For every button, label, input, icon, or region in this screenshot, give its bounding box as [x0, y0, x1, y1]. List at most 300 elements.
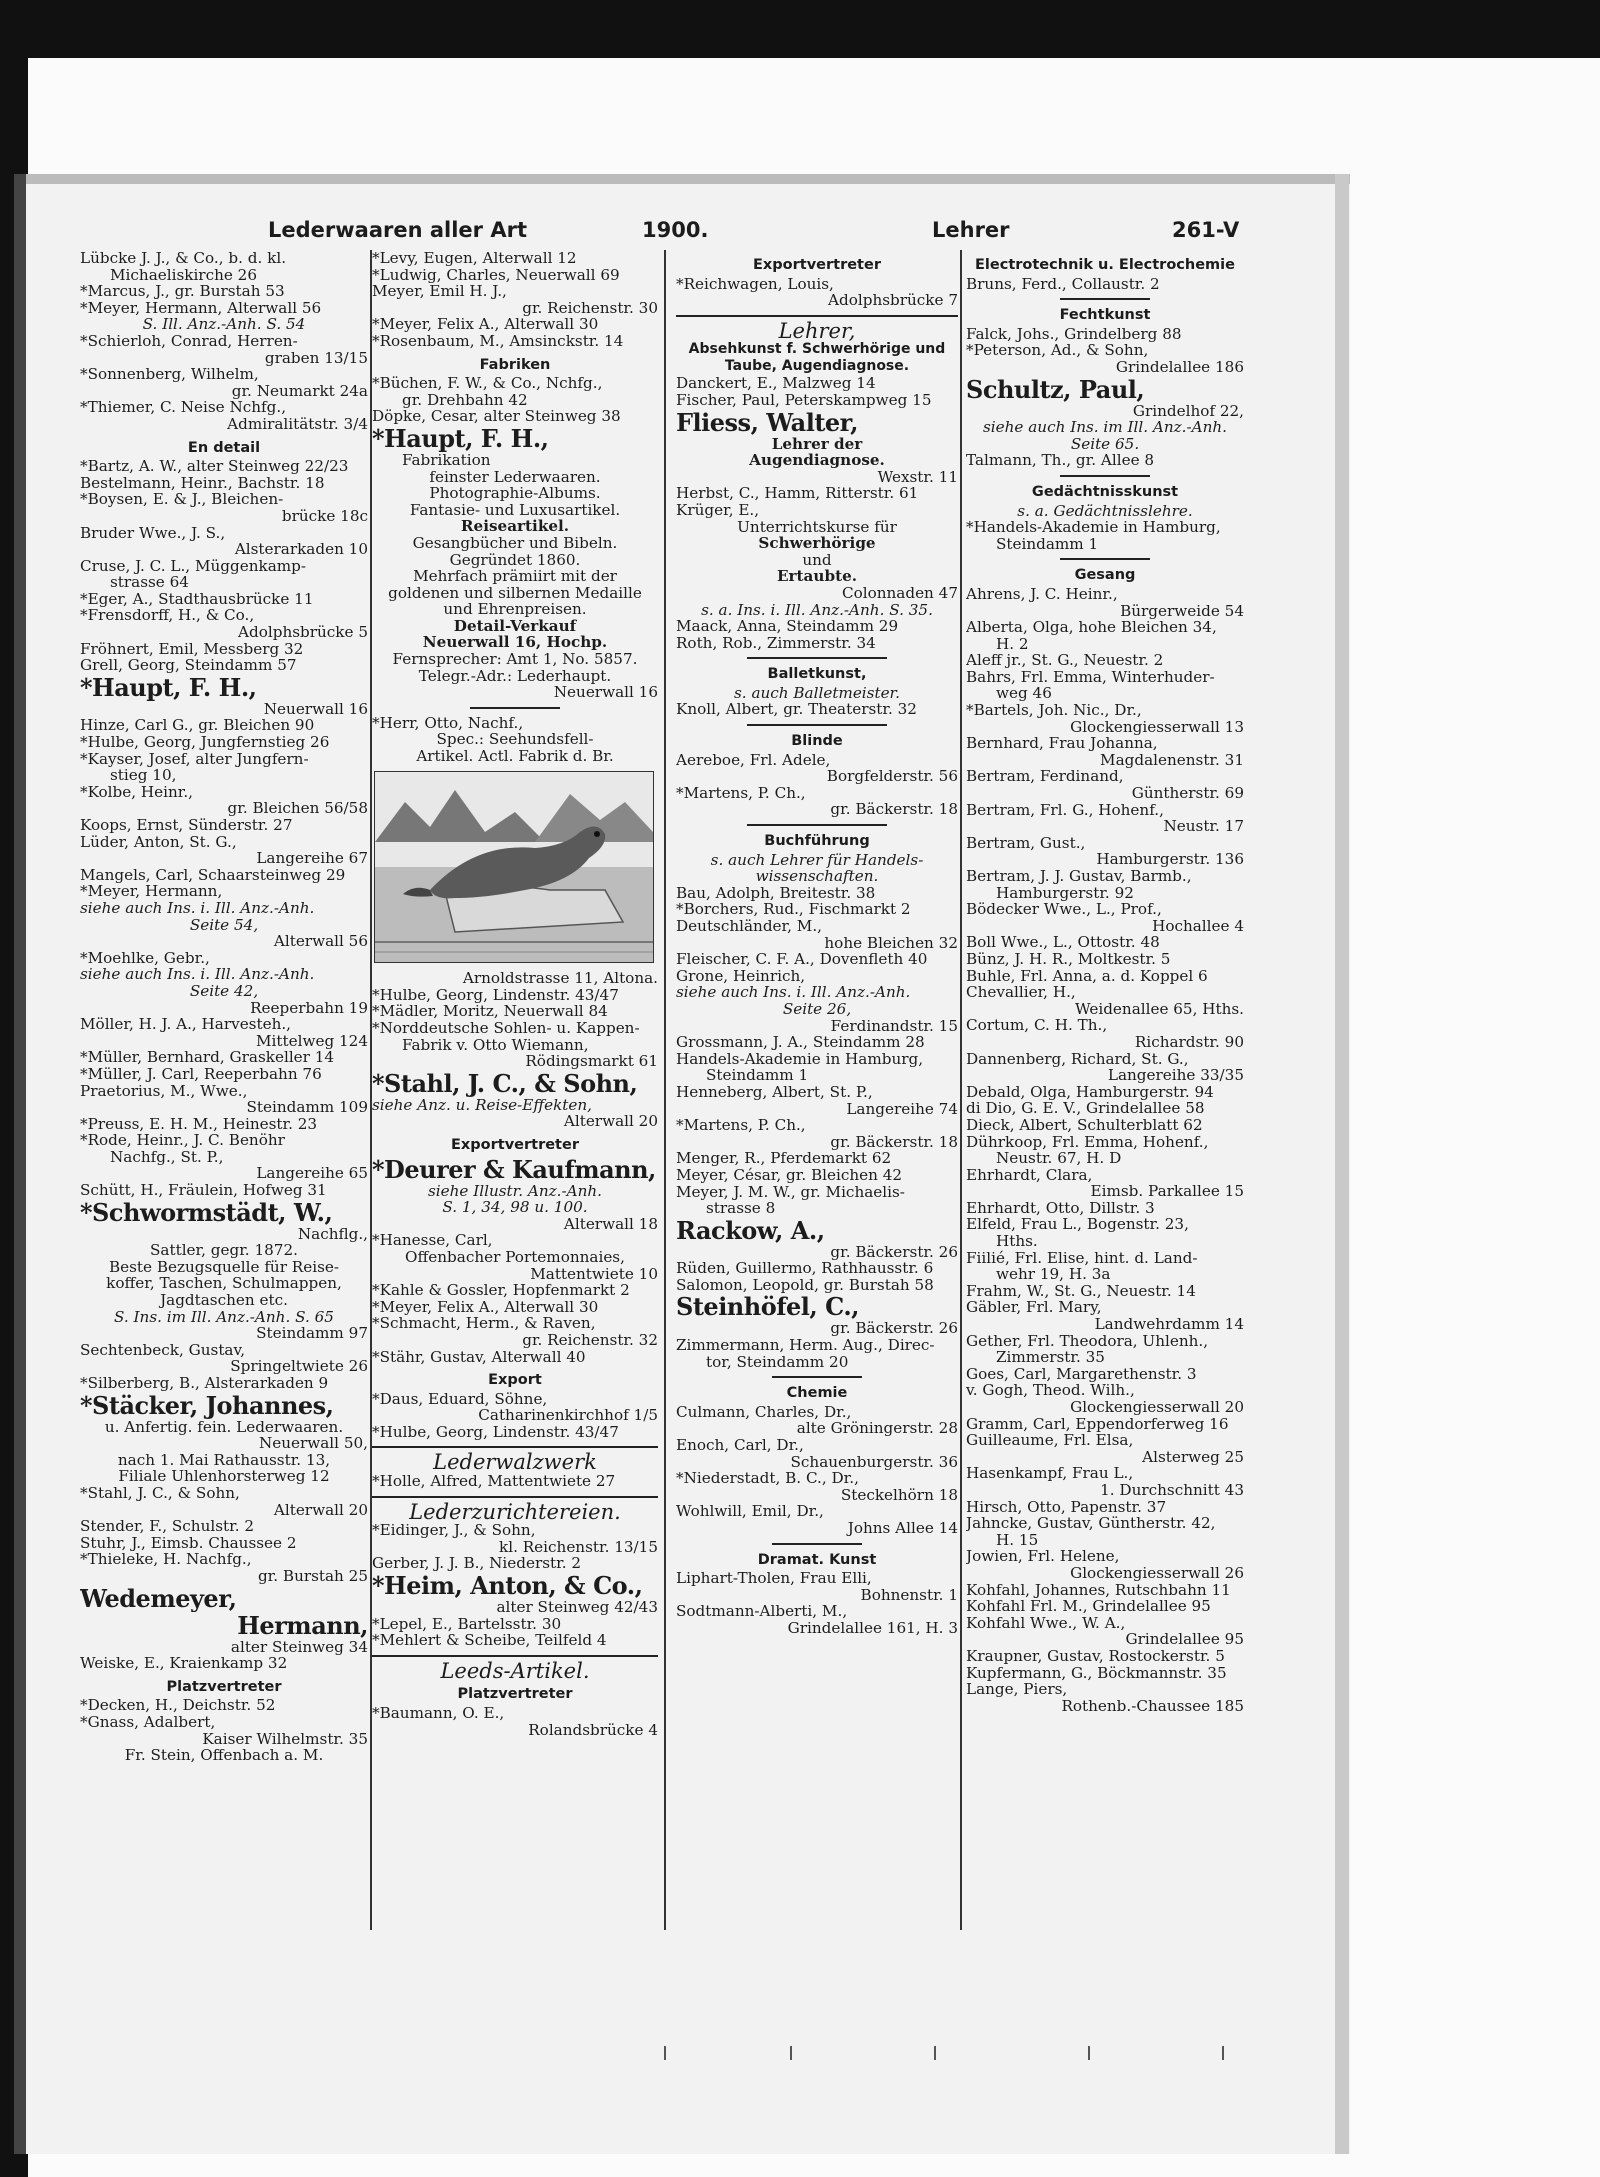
directory-entry — [80, 784, 368, 817]
directory-entry — [676, 1167, 958, 1184]
entry-line: *Handels-Akademie in Hamburg, — [966, 519, 1221, 536]
column-rule — [664, 250, 666, 1930]
entry-line: Danckert, E., Malzweg 14 — [676, 375, 876, 392]
bold-entry — [372, 1156, 658, 1183]
directory-entry — [372, 1299, 658, 1316]
bold-entry — [80, 1392, 368, 1419]
directory-entry — [80, 333, 368, 366]
entry-line: S. 1, 34, 98 u. 100. — [442, 1199, 588, 1216]
entry-line: *Norddeutsche Sohlen- u. Kappen- — [372, 1020, 640, 1037]
entry-line: Grone, Heinrich, — [676, 967, 806, 985]
directory-entry — [676, 785, 958, 818]
entry-line: Langereihe 33/35 — [1107, 1067, 1244, 1084]
entry-line: Fabrikation — [402, 451, 491, 469]
directory-entry — [80, 558, 368, 591]
entry-line: Bertram, J. J. Gustav, Barmb., — [966, 868, 1192, 885]
directory-entry — [372, 987, 658, 1004]
entry-line: Güntherstr. 69 — [1131, 785, 1244, 802]
entry-line: Menger, R., Pferdemarkt 62 — [676, 1150, 892, 1167]
entry-line: Bohnenstr. 1 — [860, 1586, 958, 1604]
entry-line: Stender, F., Schulstr. 2 — [80, 1518, 255, 1535]
entry-line: Beste Bezugsquelle für Reise- — [108, 1258, 339, 1276]
entry-line: *Eidinger, J., & Sohn, — [372, 1522, 536, 1539]
directory-entry — [676, 1404, 958, 1437]
directory-entry — [966, 1615, 1244, 1648]
entry-line: Telegr.-Adr.: Lederhaupt. — [418, 667, 612, 685]
directory-entry — [676, 1470, 958, 1503]
section-divider — [1060, 558, 1150, 560]
directory-entry — [80, 300, 368, 333]
entry-line: Ferdinandstr. 15 — [830, 1017, 958, 1035]
seal-engraving-image — [374, 771, 654, 963]
entry-line: nach 1. Mai Rathausstr. 13, — [117, 1451, 331, 1469]
directory-entry — [372, 1003, 658, 1020]
bottom-tick — [1088, 2046, 1090, 2060]
directory-entry — [80, 1132, 368, 1182]
entry-line: alter Steinweg 34 — [230, 1638, 368, 1656]
entry-line: Neuerwall 50, — [258, 1435, 368, 1452]
directory-entry — [80, 817, 368, 834]
entry-line: Bürgerweide 54 — [1120, 602, 1244, 620]
directory-entry — [966, 1432, 1244, 1465]
column-3 — [676, 250, 958, 1637]
entry-line: Elfeld, Frau L., Bogenstr. 23, — [966, 1216, 1189, 1234]
directory-entry — [966, 984, 1244, 1017]
section-heading: Balletkunst, — [767, 666, 867, 683]
entry-line: siehe auch Ins. im Ill. Anz.-Anh. — [983, 419, 1227, 436]
entry-line: Rolandsbrücke 4 — [528, 1721, 658, 1739]
directory-entry — [676, 276, 958, 309]
directory-entry — [372, 1232, 658, 1282]
entry-line: Alsterarkaden 10 — [234, 541, 368, 558]
entry-line: *Boysen, E. & J., Bleichen- — [80, 491, 284, 508]
entry-line: Herbst, C., Hamm, Ritterstr. 61 — [676, 485, 919, 502]
entry-line: Magdalenenstr. 31 — [1100, 751, 1244, 769]
directory-entry — [676, 1603, 958, 1636]
entry-line: H. 2 — [996, 635, 1029, 653]
entry-line: Hasenkampf, Frau L., — [966, 1465, 1134, 1482]
directory-entry — [372, 267, 658, 284]
entry-line: Fr. Stein, Offenbach a. M. — [124, 1747, 324, 1764]
section-heading: Dramat. Kunst — [757, 1551, 877, 1568]
directory-entry — [372, 408, 658, 425]
entry-line: Rödingsmarkt 61 — [525, 1053, 658, 1070]
directory-entry — [80, 657, 368, 674]
entry-line: *Peterson, Ad., & Sohn, — [966, 342, 1149, 359]
entry-line: Grindelallee 161, H. 3 — [787, 1619, 958, 1637]
directory-entry — [676, 535, 958, 552]
entry-line: Falck, Johs., Grindelberg 88 — [966, 325, 1182, 343]
section-divider — [747, 824, 887, 826]
entry-line: Roth, Rob., Zimmerstr. 34 — [676, 634, 876, 652]
entry-line: siehe auch Ins. i. Ill. Anz.-Anh. — [80, 899, 315, 917]
entry-line: Debald, Olga, Hamburgerstr. 94 — [966, 1083, 1214, 1101]
entry-line: *Reichwagen, Louis, — [676, 275, 834, 293]
entry-line: Rüden, Guillermo, Rathhausstr. 6 — [676, 1260, 934, 1277]
entry-line: Borgfelderstr. 56 — [826, 768, 958, 785]
directory-entry — [80, 751, 368, 784]
entry-line: Ertaubte. — [776, 568, 858, 585]
entry-line: Hths. — [996, 1233, 1038, 1250]
entry-line: u. Anfertig. fein. Lederwaaren. — [104, 1418, 344, 1436]
entry-line: Lehrer der — [771, 435, 863, 453]
entry-line: *Herr, Otto, Nachf., — [372, 714, 524, 732]
directory-entry — [966, 1117, 1244, 1134]
sub-heading: Taube, Augendiagnose. — [724, 358, 910, 375]
entry-line: Steindamm 1 — [706, 1067, 809, 1084]
directory-entry — [966, 452, 1244, 469]
directory-entry — [372, 1555, 658, 1572]
entry-line: brücke 18c — [281, 507, 368, 525]
directory-entry — [80, 1083, 368, 1116]
directory-entry — [966, 802, 1244, 835]
section-heading: En detail — [187, 439, 261, 456]
directory-entry — [966, 1084, 1244, 1101]
directory-entry — [80, 458, 368, 475]
directory-entry — [676, 968, 958, 1034]
directory-entry — [372, 1473, 658, 1490]
entry-line: *Bartz, A. W., alter Steinweg 22/23 — [80, 458, 349, 475]
entry-line: *Mehlert & Scheibe, Teilfeld 4 — [372, 1632, 607, 1649]
entry-line: Steindamm 97 — [256, 1325, 368, 1342]
entry-line: Cruse, J. C. L., Müggenkamp- — [80, 557, 307, 575]
entry-line: Rackow, A., — [676, 1216, 825, 1244]
entry-line: Steindamm 109 — [246, 1099, 368, 1116]
directory-entry — [80, 366, 368, 399]
entry-line: Langereihe 67 — [256, 850, 368, 867]
entry-line: Fernsprecher: Amt 1, No. 5857. — [392, 651, 638, 668]
section-heading: Chemie — [786, 1385, 848, 1402]
entry-line: Meyer, J. M. W., gr. Michaelis- — [676, 1183, 905, 1201]
entry-line: Alterwall 20 — [273, 1501, 368, 1519]
bottom-tick — [664, 2046, 666, 2060]
directory-entry — [80, 399, 368, 432]
entry-line: Gramm, Carl, Eppendorferweg 16 — [966, 1415, 1229, 1433]
directory-entry — [966, 652, 1244, 669]
directory-entry — [966, 326, 1244, 343]
directory-entry — [80, 1016, 368, 1049]
entry-line: *Eger, A., Stadthausbrücke 11 — [80, 590, 314, 608]
directory-entry — [966, 1582, 1244, 1599]
directory-entry — [80, 867, 368, 884]
directory-entry — [372, 375, 658, 408]
entry-line: *Silberberg, B., Alsterarkaden 9 — [80, 1375, 329, 1392]
bold-entry — [676, 1293, 958, 1320]
entry-line: Adolphsbrücke 5 — [238, 624, 368, 641]
entry-line: Alterwall 18 — [563, 1215, 658, 1233]
entry-line: *Hulbe, Georg, Lindenstr. 43/47 — [372, 1423, 619, 1441]
directory-entry — [966, 1515, 1244, 1548]
directory-entry — [966, 702, 1244, 735]
entry-line: *Deurer & Kaufmann, — [372, 1155, 656, 1183]
entry-line: Stuhr, J., Eimsb. Chaussee 2 — [80, 1534, 297, 1552]
entry-line: *Büchen, F. W., & Co., Nchfg., — [372, 375, 603, 392]
entry-line: *Frensdorff, H., & Co., — [80, 607, 255, 625]
entry-line: Detail-Verkauf — [453, 617, 577, 635]
entry-line: Lüder, Anton, St. G., — [80, 833, 237, 851]
entry-line: alte Gröningerstr. 28 — [796, 1420, 958, 1438]
bold-entry — [80, 1199, 368, 1226]
entry-line: *Levy, Eugen, Alterwall 12 — [372, 250, 577, 267]
directory-entry — [966, 586, 1244, 619]
entry-line: Sattler, gegr. 1872. — [150, 1242, 298, 1259]
entry-line: Neuerwall 16 — [263, 700, 368, 718]
entry-line: Knoll, Albert, gr. Theaterstr. 32 — [676, 701, 917, 719]
directory-entry — [966, 276, 1244, 293]
entry-line: Steindamm 1 — [996, 535, 1099, 553]
entry-line: hohe Bleichen 32 — [824, 934, 958, 952]
entry-line: Bödecker Wwe., L., Prof., — [966, 901, 1162, 918]
directory-entry — [676, 918, 958, 951]
section-heading: Exportvertreter — [753, 257, 881, 273]
bottom-tick — [790, 2046, 792, 2060]
directory-entry — [676, 1277, 958, 1294]
directory-entry — [80, 1714, 368, 1747]
entry-line: *Sonnenberg, Wilhelm, — [80, 366, 259, 383]
directory-entry — [372, 518, 658, 535]
entry-line: Dannenberg, Richard, St. G., — [966, 1050, 1189, 1068]
directory-entry — [966, 1465, 1244, 1498]
directory-entry — [372, 1599, 658, 1616]
section-heading: Electrotechnik u. Electrochemie — [975, 257, 1235, 273]
entry-line: Alsterweg 25 — [1142, 1448, 1244, 1466]
directory-entry — [80, 1419, 368, 1485]
directory-entry — [966, 1681, 1244, 1714]
directory-entry — [966, 934, 1244, 951]
entry-line: Langereihe 65 — [256, 1165, 368, 1183]
directory-entry — [676, 375, 958, 392]
cross-reference-note: s. a. Gedächtnisslehre. — [1017, 501, 1193, 520]
entry-line: Schwerhörige — [758, 535, 876, 552]
entry-line: *Moehlke, Gebr., — [80, 949, 210, 967]
directory-entry — [372, 1391, 658, 1424]
directory-entry — [676, 1260, 958, 1277]
entry-line: Fröhnert, Emil, Messberg 32 — [80, 640, 304, 658]
directory-entry — [372, 1282, 658, 1299]
column-rule — [960, 250, 962, 1930]
directory-entry — [966, 901, 1244, 934]
entry-line: v. Gogh, Theod. Wilh., — [966, 1382, 1135, 1399]
entry-line: gr. Bäckerstr. 18 — [830, 801, 958, 819]
entry-line: Cortum, C. H. Th., — [966, 1017, 1108, 1034]
entry-line: siehe Illustr. Anz.-Anh. — [428, 1182, 602, 1200]
section-heading: Platzvertreter — [166, 1678, 282, 1695]
entry-line: Hinze, Carl G., gr. Bleichen 90 — [80, 717, 315, 735]
entry-line: Mangels, Carl, Schaarsteinweg 29 — [80, 866, 346, 884]
entry-line: Bahrs, Frl. Emma, Winterhuder- — [966, 668, 1215, 686]
directory-entry — [676, 901, 958, 918]
section-divider — [470, 707, 560, 709]
entry-line: Guilleaume, Frl. Elsa, — [966, 1432, 1134, 1449]
directory-entry — [80, 734, 368, 751]
entry-line: Wedemeyer, — [80, 1584, 237, 1612]
directory-entry — [676, 502, 958, 535]
entry-line: siehe auch Ins. i. Ill. Anz.-Anh. — [676, 984, 911, 1001]
directory-entry — [676, 485, 958, 502]
entry-line: siehe auch Ins. i. Ill. Anz.-Anh. — [80, 966, 315, 983]
entry-line: Handels-Akademie in Hamburg, — [676, 1050, 924, 1068]
entry-line: Michaeliskirche 26 — [110, 266, 257, 284]
entry-line: S. Ins. im Ill. Anz.-Anh. S. 65 — [114, 1308, 334, 1326]
directory-entry — [676, 635, 958, 652]
directory-entry — [676, 1337, 958, 1370]
directory-entry — [966, 1134, 1244, 1167]
entry-line: *Müller, Bernhard, Graskeller 14 — [80, 1049, 335, 1066]
entry-line: Steckelhörn 18 — [840, 1486, 958, 1504]
entry-line: Fabrik v. Otto Wiemann, — [402, 1036, 589, 1054]
section-heading-italic: Leeds-Artikel. — [440, 1658, 590, 1683]
directory-entry — [80, 641, 368, 658]
directory-entry — [80, 1639, 368, 1656]
directory-entry — [966, 1416, 1244, 1433]
entry-line: *Baumann, O. E., — [372, 1705, 505, 1722]
directory-entry — [80, 1535, 368, 1552]
directory-entry — [80, 283, 368, 300]
section-divider — [372, 1446, 658, 1448]
entry-line: Koops, Ernst, Sünderstr. 27 — [80, 817, 293, 834]
entry-line: Reiseartikel. — [460, 518, 570, 535]
section-divider — [772, 1543, 862, 1545]
directory-entry — [676, 1117, 958, 1150]
entry-line: stieg 10, — [110, 767, 177, 784]
entry-line: Bünz, J. H. R., Moltkestr. 5 — [966, 950, 1171, 968]
section-heading: Buchführung — [764, 833, 870, 850]
entry-line: *Kayser, Josef, alter Jungfern- — [80, 750, 309, 768]
entry-line: Jahncke, Gustav, Güntherstr. 42, — [966, 1515, 1216, 1532]
directory-entry — [372, 283, 658, 316]
section-heading: Fabriken — [479, 356, 551, 373]
section-heading-italic: Lederzurichtereien. — [409, 1499, 621, 1524]
directory-entry — [966, 1665, 1244, 1682]
entry-line: gr. Bäckerstr. 18 — [830, 1133, 958, 1151]
directory-entry — [372, 1315, 658, 1348]
entry-line: Schütt, H., Fräulein, Hofweg 31 — [80, 1182, 327, 1199]
column-4 — [966, 250, 1244, 1714]
entry-line: *Hulbe, Georg, Jungfernstieg 26 — [80, 734, 330, 751]
entry-line: Rothenb.-Chaussee 185 — [1061, 1697, 1244, 1715]
entry-line: tor, Steindamm 20 — [706, 1353, 849, 1371]
bold-entry — [372, 425, 658, 452]
page-right-edge — [1335, 174, 1349, 2154]
image-caption: Arnoldstrasse 11, Altona. — [462, 969, 658, 988]
directory-entry — [966, 619, 1244, 652]
entry-line: Neustr. 17 — [1163, 818, 1244, 835]
section-divider — [1060, 298, 1150, 300]
entry-line: *Meyer, Hermann, Alterwall 56 — [80, 299, 322, 317]
entry-line: wehr 19, H. 3a — [996, 1266, 1111, 1283]
entry-line: Glockengiesserwall 26 — [1070, 1564, 1244, 1582]
entry-line: di Dio, G. E. V., Grindelallee 58 — [966, 1100, 1205, 1117]
entry-line: *Rode, Heinr., J. C. Benöhr — [80, 1132, 285, 1149]
entry-line: Mittelweg 124 — [256, 1032, 368, 1050]
entry-line: Adolphsbrücke 7 — [828, 292, 958, 309]
directory-entry — [966, 1017, 1244, 1050]
entry-line: Lübcke J. J., & Co., b. d. kl. — [80, 250, 287, 267]
directory-entry — [372, 1705, 658, 1738]
entry-line: Bertram, Ferdinand, — [966, 768, 1124, 786]
entry-line: Hamburgerstr. 92 — [996, 884, 1134, 902]
entry-line: Wexstr. 11 — [877, 468, 958, 486]
entry-line: Fiilié, Frl. Elise, hint. d. Land- — [966, 1249, 1198, 1267]
entry-line: Photographie-Albums. — [429, 485, 601, 502]
directory-entry — [676, 568, 958, 585]
entry-line: Nachfg., St. P., — [110, 1148, 224, 1166]
entry-line: Glockengiesserwall 20 — [1070, 1399, 1244, 1416]
section-heading-italic: Lehrer, — [778, 318, 856, 343]
entry-line: gr. Bäckerstr. 26 — [830, 1243, 958, 1261]
entry-line: s. a. Ins. i. Ill. Anz.-Anh. S. 35. — [701, 601, 933, 619]
entry-line: *Schierloh, Conrad, Herren- — [80, 332, 298, 350]
entry-line: *Ludwig, Charles, Neuerwall 69 — [372, 266, 620, 284]
entry-line: Nachflg., — [297, 1225, 368, 1243]
entry-line: Chevallier, H., — [966, 984, 1076, 1001]
entry-line: Sechtenbeck, Gustav, — [80, 1341, 246, 1359]
directory-entry — [80, 1655, 368, 1672]
directory-entry — [80, 701, 368, 718]
entry-line: weg 46 — [996, 685, 1052, 703]
entry-line: Weidenallee 65, Hths. — [1074, 1000, 1244, 1018]
directory-entry — [676, 1244, 958, 1261]
entry-line: *Daus, Eduard, Söhne, — [372, 1390, 548, 1408]
entry-line: Wohlwill, Emil, Dr., — [676, 1503, 824, 1520]
directory-entry — [80, 883, 368, 949]
entry-line: Lange, Piers, — [966, 1681, 1068, 1698]
bottom-tick — [934, 2046, 936, 2060]
entry-line: Weiske, E., Kraienkamp 32 — [80, 1655, 288, 1672]
entry-line: Bertram, Gust., — [966, 834, 1086, 852]
directory-entry — [676, 1184, 958, 1217]
directory-entry — [676, 701, 958, 718]
directory-entry — [966, 1051, 1244, 1084]
directory-entry — [80, 834, 368, 867]
entry-line: Grindelallee 186 — [1115, 358, 1244, 376]
entry-line: Döpke, Cesar, alter Steinweg 38 — [372, 408, 621, 425]
entry-line: *Stäcker, Johannes, — [80, 1391, 334, 1419]
section-divider — [372, 1496, 658, 1498]
entry-line: *Stahl, J. C., & Sohn, — [372, 1069, 638, 1097]
entry-line: Kohfahl, Johannes, Rutschbahn 11 — [966, 1581, 1231, 1599]
directory-entry — [676, 392, 958, 409]
directory-entry — [966, 968, 1244, 985]
entry-line: graben 13/15 — [264, 349, 368, 367]
entry-line: Fleischer, C. F. A., Dovenfleth 40 — [676, 951, 928, 968]
section-heading: Export — [488, 1372, 542, 1389]
entry-line: strasse 8 — [706, 1200, 776, 1217]
entry-line: Filiale Uhlenhorsterweg 12 — [118, 1468, 330, 1485]
entry-line: gr. Reichenstr. 30 — [522, 299, 658, 317]
directory-entry — [676, 1084, 958, 1117]
directory-entry — [966, 1100, 1244, 1117]
entry-line: Seite 42, — [189, 982, 259, 1000]
entry-line: Gegründet 1860. — [449, 551, 581, 569]
bold-entry — [966, 376, 1244, 403]
entry-line: Seite 26, — [782, 1000, 852, 1018]
entry-line: Deutschländer, M., — [676, 918, 822, 935]
directory-entry — [676, 552, 958, 569]
entry-line: H. 15 — [996, 1531, 1039, 1549]
entry-line: und Ehrenpreisen. — [443, 601, 587, 618]
entry-line: Frahm, W., St. G., Neuestr. 14 — [966, 1282, 1196, 1300]
directory-entry — [676, 1034, 958, 1051]
entry-line: Fliess, Walter, — [676, 408, 858, 436]
cross-reference-note: s. auch Lehrer für Handels- — [710, 850, 924, 869]
directory-entry — [372, 1183, 658, 1233]
directory-entry — [80, 950, 368, 1016]
entry-line: *Thiemer, C. Neise Nchfg., — [80, 399, 287, 416]
section-heading: Blinde — [791, 733, 843, 750]
section-divider — [1060, 475, 1150, 477]
entry-line: Aereboe, Frl. Adele, — [676, 751, 831, 769]
